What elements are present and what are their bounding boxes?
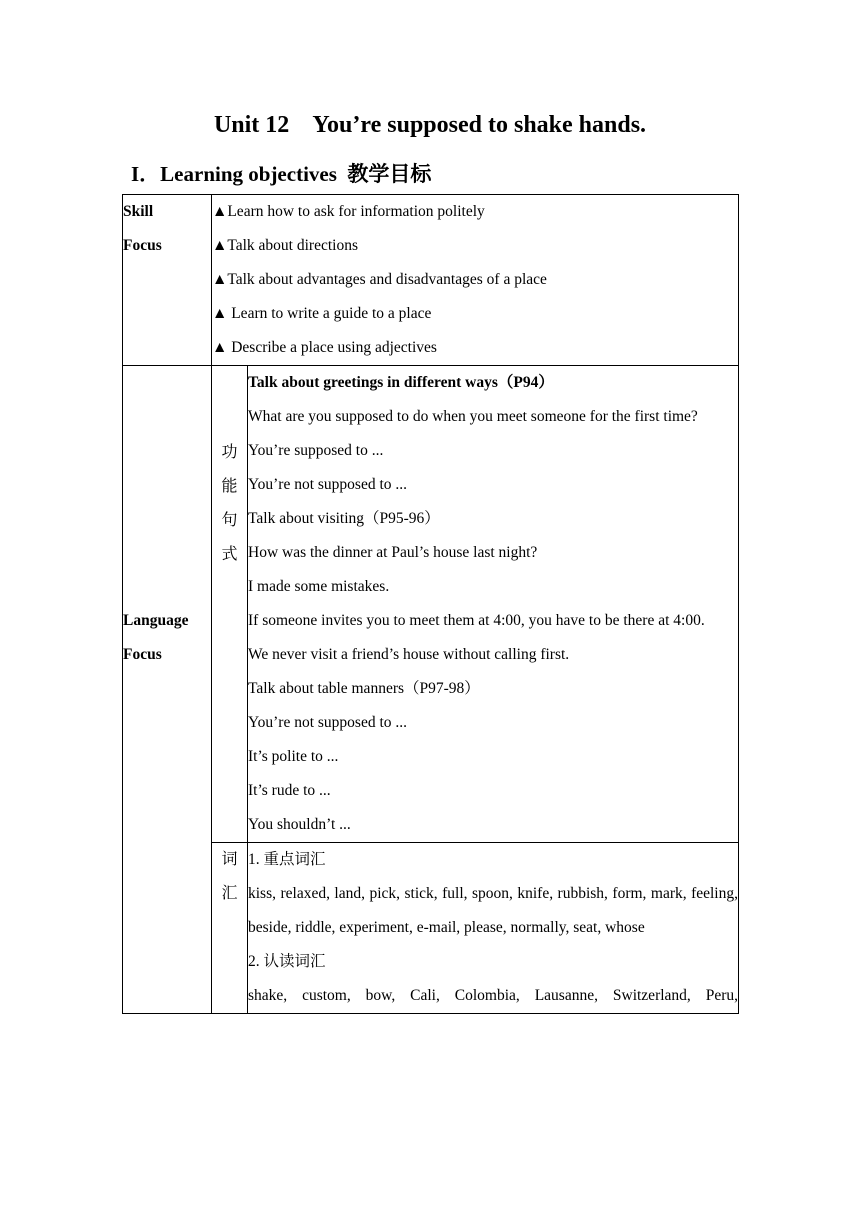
skill-label-line2: Focus — [123, 237, 162, 254]
language-focus-label — [123, 366, 212, 1014]
function-sentence: What are you supposed to do when you meet someone for the first time? — [248, 408, 698, 425]
function-sentence: You’re supposed to ... — [248, 442, 384, 459]
function-sentence: You shouldn’t ... — [248, 816, 351, 833]
vocabulary-char: 汇 — [221, 885, 238, 902]
skill-item: ▲ Describe a place using adjectives — [212, 339, 437, 356]
document-title: Unit 12 You’re supposed to shake hands. — [213, 112, 647, 138]
language-label-line2: Focus — [123, 646, 162, 663]
vocabulary-char: 词 — [221, 851, 238, 868]
function-sentence: It’s polite to ... — [248, 748, 339, 765]
skill-item: ▲Talk about directions — [212, 237, 358, 254]
functions-label — [212, 366, 248, 843]
functions-char: 能 — [221, 478, 238, 495]
skill-focus-row — [123, 195, 739, 366]
objectives-table — [122, 194, 739, 1014]
function-sentence: You’re not supposed to ... — [248, 714, 408, 731]
vocabulary-label — [212, 843, 248, 1014]
language-functions-row — [123, 366, 739, 843]
function-sentence: We never visit a friend’s house without calling first. — [248, 646, 570, 663]
function-sentence: If someone invites you to meet them at 4:00, you have to be there at 4:00. — [248, 612, 705, 629]
reading-vocabulary-words: shake, custom, bow, Cali, Colombia, Lausanne, Switzerland, Peru, — [248, 987, 738, 1004]
vocabulary-content — [248, 843, 739, 1014]
function-sentence: I made some mistakes. — [248, 578, 390, 595]
skill-item: ▲Learn how to ask for information politely — [212, 203, 485, 220]
visiting-heading: Talk about visiting（P95-96） — [248, 510, 440, 527]
language-label-line1: Language — [123, 612, 189, 629]
key-vocabulary-heading: 1. 重点词汇 — [248, 851, 326, 868]
functions-content — [248, 366, 739, 843]
reading-vocabulary-heading: 2. 认读词汇 — [248, 953, 326, 970]
skill-item: ▲ Learn to write a guide to a place — [212, 305, 432, 322]
skill-focus-label — [123, 195, 212, 366]
language-vocabulary-row — [123, 843, 739, 1014]
function-sentence: How was the dinner at Paul’s house last night? — [248, 544, 538, 561]
skill-item: ▲Talk about advantages and disadvantages of a place — [212, 271, 547, 288]
function-sentence: You’re not supposed to ... — [248, 476, 408, 493]
key-vocabulary-words: kiss, relaxed, land, pick, stick, full, spoon, knife, rubbish, form, mark, feeling, beside, riddle, experiment, e-mail, please, normally, seat, whose — [248, 885, 738, 936]
skill-label-line1: Skill — [123, 203, 154, 220]
functions-char: 功 — [221, 444, 238, 461]
functions-char: 式 — [221, 546, 238, 563]
skill-focus-items — [212, 195, 739, 366]
functions-char: 句 — [221, 512, 238, 529]
greetings-heading: Talk about greetings in different ways（P94） — [248, 374, 554, 391]
table-manners-heading: Talk about table manners（P97-98） — [248, 680, 480, 697]
section-heading: I．Learning objectives 教学目标 — [131, 162, 432, 186]
function-sentence: It’s rude to ... — [248, 782, 331, 799]
